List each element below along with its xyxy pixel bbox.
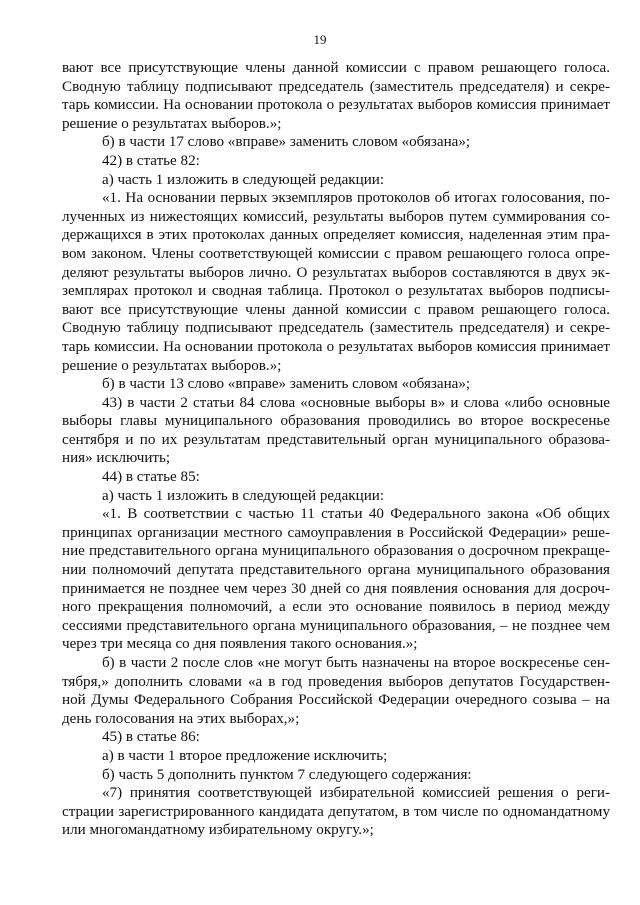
text-line: тарь комиссии. На основании протокола о результатах выборов комиссия принимает — [62, 97, 610, 114]
text-line: 45) в статье 86: — [102, 729, 200, 746]
text-line: Сводную таблицу подписывают председатель (заместитель председателя) и секре- — [62, 78, 610, 95]
text-line: держащихся в этих протоколах данных определяет комиссия, наделенная этим пра- — [62, 227, 610, 244]
text-line: 42) в статье 82: — [102, 152, 200, 169]
text-line: вают все присутствующие члены данной комиссии с правом решающего голоса. — [62, 301, 610, 318]
text-line: б) в части 13 слово «вправе» заменить словом «обязана»; — [102, 376, 471, 393]
text-line: б) в части 2 после слов «не могут быть назначены на второе воскресенье сен- — [102, 655, 610, 671]
text-line: Сводную таблицу подписывают председатель (заместитель председателя) и секре- — [62, 320, 610, 337]
text-line: 43) в части 2 статьи 84 слова «основные выборы в» и слова «либо основные — [102, 394, 610, 411]
text-line: а) часть 1 изложить в следующей редакции: — [102, 171, 385, 188]
text-line: земплярах протокол и сводная таблица. Протокол о результатах выборов подписы- — [62, 283, 610, 300]
text-line: принципах организации местного самоуправления в Российской Федерации» реше- — [62, 524, 610, 541]
text-line: а) часть 1 изложить в следующей редакции: — [102, 487, 385, 504]
text-line: вают все присутствующие члены данной комиссии с правом решающего голоса. — [62, 60, 610, 76]
text-line: нии полномочий депутата представительного органа муниципального образования — [62, 562, 610, 579]
text-line: вом законом. Члены соответствующей комиссии с правом решающего голоса опре- — [62, 245, 610, 262]
text-line: принимается не позднее чем через 30 дней со дня появления основания для досроч- — [62, 580, 610, 597]
document-body — [62, 59, 610, 840]
text-line: сессиями представительного органа муниципального образования, – не позднее чем — [62, 617, 610, 634]
page-number: 19 — [313, 32, 327, 47]
text-line: «7) принятия соответствующей избирательной комиссией решения о реги- — [102, 785, 610, 802]
text-line: тарь комиссии. На основании протокола о результатах выборов комиссия принимает — [62, 338, 610, 355]
text-line: ной Думы Федерального Собрания Российской Федерации очередного созыва – на — [62, 692, 610, 709]
text-line: а) в части 1 второе предложение исключить; — [102, 747, 388, 764]
text-line: ние представительного органа муниципального образования о досрочном прекраще- — [62, 543, 610, 560]
text-line: лученных из нижестоящих комиссий, результаты выборов путем суммирования со- — [62, 208, 610, 225]
text-line: сентября и по их результатам представительный орган муниципального образова- — [62, 431, 610, 448]
text-line: б) часть 5 дополнить пунктом 7 следующего содержания: — [102, 766, 472, 783]
text-line: тября,» дополнить словами «а в год проведения выборов депутатов Государствен- — [62, 673, 610, 690]
text-line: через три месяца со дня появления такого основания.»; — [62, 636, 418, 653]
text-line: или многомандатному избирательному округу.»; — [62, 822, 374, 839]
text-line: 44) в статье 85: — [102, 469, 200, 486]
text-line: решение о результатах выборов.»; — [62, 357, 282, 374]
text-line: страции зарегистрированного кандидата депутатом, в том числе по одномандатному — [62, 803, 610, 820]
text-line: выборы главы муниципального образования проводились во второе воскресенье — [62, 413, 610, 430]
text-line: «1. В соответствии с частью 11 статьи 40 Федерального закона «Об общих — [102, 506, 610, 523]
text-line: «1. На основании первых экземпляров протоколов об итогах голосования, по- — [102, 190, 610, 207]
text-line: решение о результатах выборов.»; — [62, 115, 282, 132]
text-line: ного прекращения полномочий, а если это основание появилось в период между — [62, 599, 610, 616]
text-line: б) в части 17 слово «вправе» заменить словом «обязана»; — [102, 134, 471, 151]
text-line: день голосования на этих выборах,»; — [62, 710, 300, 727]
text-line: деляют результаты выборов лично. О результатах выборов составляются в двух эк- — [62, 264, 610, 281]
text-line: ния» исключить; — [62, 450, 171, 467]
